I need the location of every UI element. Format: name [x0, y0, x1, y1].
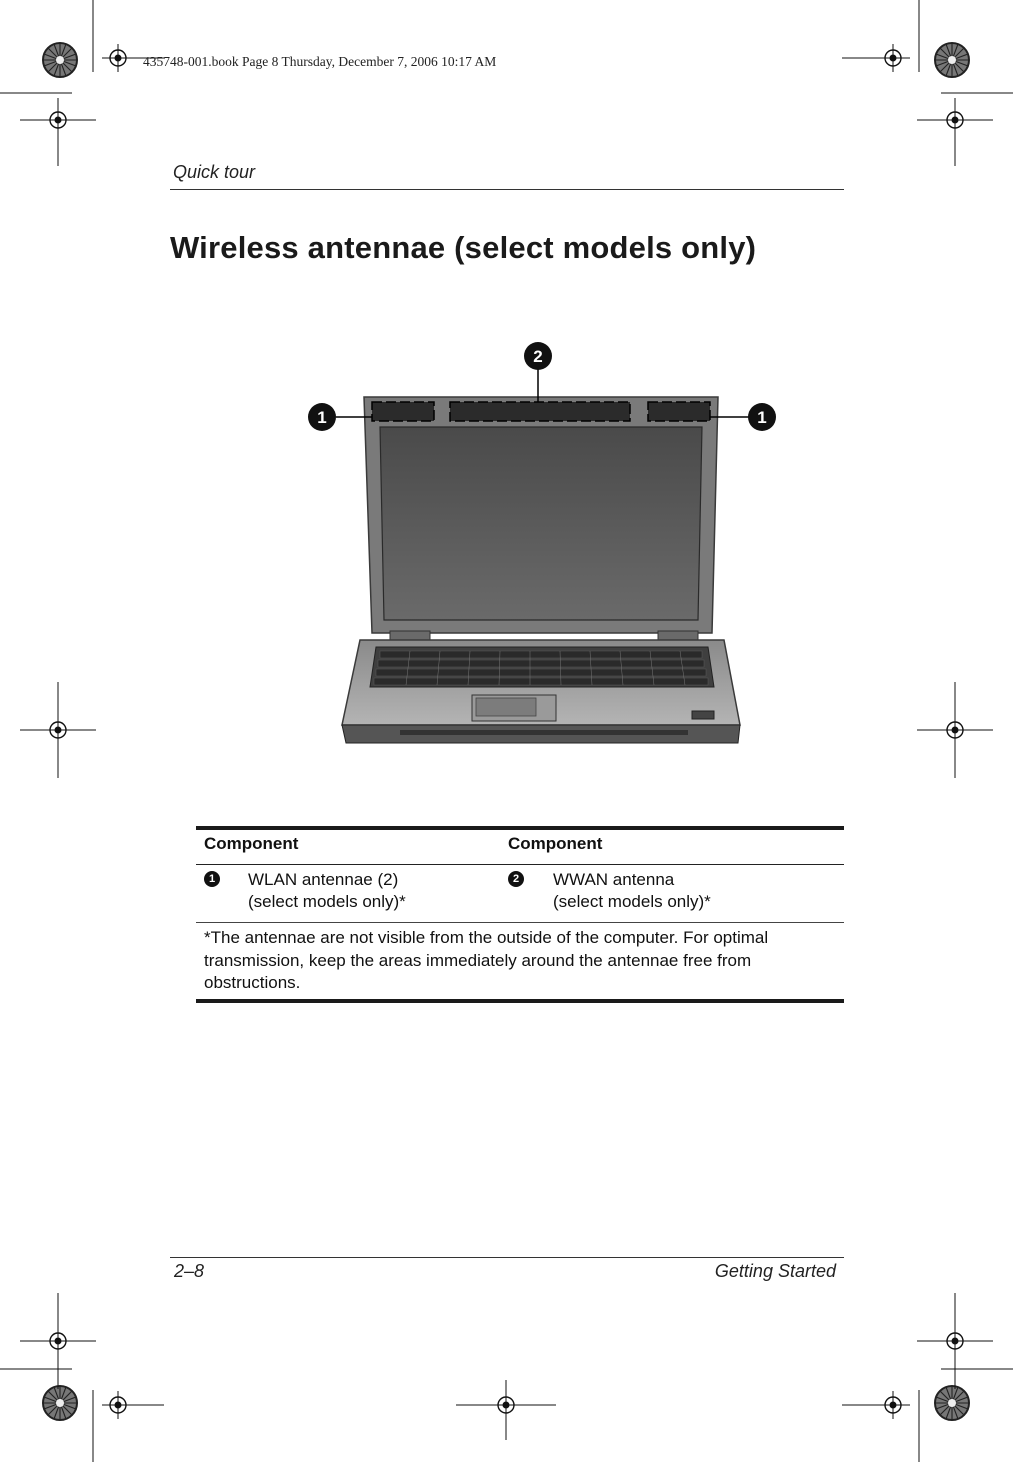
book-title: Getting Started — [714, 1261, 836, 1281]
svg-text:1: 1 — [757, 408, 767, 427]
table-bottom-rule — [196, 999, 844, 1003]
callout-1-right — [748, 403, 776, 431]
table-header-right: Component — [508, 834, 603, 853]
wlan-note: (select models only)* — [248, 892, 406, 911]
wlan-label: WLAN antennae (2) — [248, 870, 399, 889]
table-header-left: Component — [204, 834, 299, 853]
footer-rule — [170, 1257, 844, 1258]
page-number: 2–8 — [174, 1261, 205, 1281]
header-rule — [170, 189, 844, 190]
table-cell-wlan — [248, 869, 406, 913]
table-top-rule — [196, 826, 844, 830]
wlan-antenna-right — [648, 402, 710, 421]
svg-text:2: 2 — [533, 347, 543, 366]
laptop-antennae-figure — [300, 335, 790, 755]
table-footnote: *The antennae are not visible from the outside of the computer. For optimal transmission, keep the areas immediately around the antennae free from obstructions. — [204, 928, 769, 992]
wwan-label: WWAN antenna — [553, 870, 675, 889]
running-header: Quick tour — [173, 162, 256, 182]
section-title: Wireless antennae (select models only) — [170, 230, 757, 265]
wwan-note: (select models only)* — [553, 892, 711, 911]
callout-number-icon: 2 — [508, 871, 524, 887]
svg-text:1: 1 — [317, 408, 327, 427]
wwan-antenna — [450, 402, 630, 421]
table-header-rule — [196, 864, 844, 865]
callout-1-left — [308, 403, 336, 431]
print-info-slug: 435748-001.book Page 8 Thursday, December 7, 2006 10:17 AM — [143, 54, 497, 69]
table-cell-wwan — [553, 869, 711, 913]
table-row-rule — [196, 922, 844, 923]
callout-2 — [524, 342, 552, 370]
callout-number-icon: 1 — [204, 871, 220, 887]
wlan-antenna-left — [372, 402, 434, 421]
